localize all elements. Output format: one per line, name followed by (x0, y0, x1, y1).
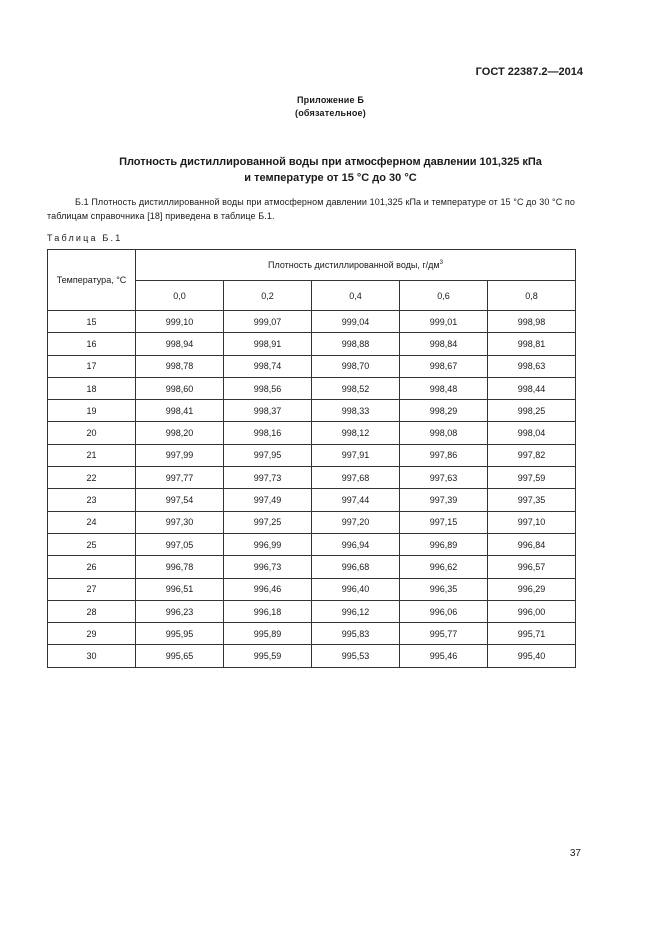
table-row (48, 489, 576, 511)
column-header: 0,4 (312, 281, 400, 311)
section-title (0, 154, 661, 186)
density-cell: 998,81 (488, 333, 576, 355)
density-cell: 995,59 (224, 645, 312, 667)
density-cell: 998,94 (136, 333, 224, 355)
density-cell: 998,04 (488, 422, 576, 444)
column-header: 0,0 (136, 281, 224, 311)
density-cell: 996,99 (224, 533, 312, 555)
table-row (48, 400, 576, 422)
temperature-cell: 28 (48, 600, 136, 622)
density-cell: 999,07 (224, 311, 312, 333)
density-cell: 996,29 (488, 578, 576, 600)
density-cell: 997,15 (400, 511, 488, 533)
density-cell: 998,48 (400, 377, 488, 399)
table-row (48, 311, 576, 333)
density-cell: 995,83 (312, 623, 400, 645)
temperature-cell: 24 (48, 511, 136, 533)
density-cell: 997,59 (488, 467, 576, 489)
density-cell: 996,46 (224, 578, 312, 600)
density-table (47, 249, 576, 668)
row-header-temperature: Температура, °С (48, 250, 136, 311)
table-row (48, 467, 576, 489)
density-cell: 997,99 (136, 444, 224, 466)
density-cell: 996,51 (136, 578, 224, 600)
temperature-cell: 30 (48, 645, 136, 667)
group-header-density: Плотность дистиллированной воды, $г/дм^3$ (136, 250, 576, 281)
temperature-cell: 16 (48, 333, 136, 355)
density-cell: 997,05 (136, 533, 224, 555)
table-row (48, 511, 576, 533)
table-row (48, 645, 576, 667)
density-cell: 996,89 (400, 533, 488, 555)
density-cell: 995,65 (136, 645, 224, 667)
temperature-cell: 15 (48, 311, 136, 333)
density-cell: 996,06 (400, 600, 488, 622)
table-row (48, 533, 576, 555)
density-cell: 998,98 (488, 311, 576, 333)
annex-heading (0, 94, 661, 120)
density-cell: 996,94 (312, 533, 400, 555)
density-cell: 997,49 (224, 489, 312, 511)
temperature-cell: 23 (48, 489, 136, 511)
density-cell: 996,12 (312, 600, 400, 622)
temperature-cell: 29 (48, 623, 136, 645)
density-cell: 998,08 (400, 422, 488, 444)
density-cell: 998,84 (400, 333, 488, 355)
table-row (48, 422, 576, 444)
density-cell: 997,91 (312, 444, 400, 466)
column-header: 0,6 (400, 281, 488, 311)
column-header: 0,8 (488, 281, 576, 311)
density-cell: 997,68 (312, 467, 400, 489)
density-cell: 998,74 (224, 355, 312, 377)
density-cell: 998,78 (136, 355, 224, 377)
temperature-cell: 25 (48, 533, 136, 555)
density-cell: 997,54 (136, 489, 224, 511)
density-cell: 995,40 (488, 645, 576, 667)
density-cell: 999,04 (312, 311, 400, 333)
density-cell: 998,56 (224, 377, 312, 399)
temperature-cell: 22 (48, 467, 136, 489)
table-row (48, 578, 576, 600)
table-row (48, 333, 576, 355)
table-row (48, 623, 576, 645)
density-cell: 998,29 (400, 400, 488, 422)
density-cell: 998,12 (312, 422, 400, 444)
density-cell: 996,73 (224, 556, 312, 578)
density-cell: 997,30 (136, 511, 224, 533)
density-cell: 995,46 (400, 645, 488, 667)
density-cell: 996,62 (400, 556, 488, 578)
temperature-cell: 19 (48, 400, 136, 422)
page-number: 37 (569, 848, 581, 859)
density-cell: 997,25 (224, 511, 312, 533)
density-cell: 996,35 (400, 578, 488, 600)
temperature-cell: 21 (48, 444, 136, 466)
temperature-cell: 27 (48, 578, 136, 600)
density-cell: 996,18 (224, 600, 312, 622)
body-paragraph: Б.1 Плотность дистиллированной воды при атмосферном давлении 101,325 кПа и температуре от 15 °С до 30 °С по таблицам справочника [18] приведена в таблице Б.1. (47, 197, 576, 221)
density-cell: 998,44 (488, 377, 576, 399)
density-cell: 998,67 (400, 355, 488, 377)
density-cell: 997,39 (400, 489, 488, 511)
table-caption: Таблица Б.1 (47, 233, 123, 243)
density-cell: 998,91 (224, 333, 312, 355)
density-cell: 996,68 (312, 556, 400, 578)
density-cell: 997,35 (488, 489, 576, 511)
temperature-cell: 20 (48, 422, 136, 444)
density-cell: 995,53 (312, 645, 400, 667)
density-cell: 998,52 (312, 377, 400, 399)
table-row (48, 377, 576, 399)
density-cell: 998,37 (224, 400, 312, 422)
table-row (48, 355, 576, 377)
annex-status: (обязательное) (295, 108, 366, 118)
table-row (48, 600, 576, 622)
section-title-line-2: и температуре от 15 °С до 30 °С (244, 172, 417, 184)
column-header: 0,2 (224, 281, 312, 311)
density-cell: 998,63 (488, 355, 576, 377)
density-cell: 996,84 (488, 533, 576, 555)
annex-title: Приложение Б (296, 95, 365, 105)
density-cell: 997,20 (312, 511, 400, 533)
density-cell: 995,89 (224, 623, 312, 645)
density-cell: 997,82 (488, 444, 576, 466)
density-cell: 999,10 (136, 311, 224, 333)
density-cell: 997,44 (312, 489, 400, 511)
density-cell: 998,70 (312, 355, 400, 377)
density-cell: 997,10 (488, 511, 576, 533)
density-cell: 996,40 (312, 578, 400, 600)
density-cell: 998,16 (224, 422, 312, 444)
density-cell: 997,95 (224, 444, 312, 466)
density-cell: 997,77 (136, 467, 224, 489)
density-cell: 996,57 (488, 556, 576, 578)
density-cell: 997,63 (400, 467, 488, 489)
density-cell: 996,00 (488, 600, 576, 622)
section-title-line-1: Плотность дистиллированной воды при атмосферном давлении 101,325 кПа (119, 156, 542, 168)
temperature-cell: 26 (48, 556, 136, 578)
density-cell: 998,60 (136, 377, 224, 399)
density-cell: 998,41 (136, 400, 224, 422)
table-row (48, 556, 576, 578)
density-cell: 998,25 (488, 400, 576, 422)
density-cell: 997,73 (224, 467, 312, 489)
density-cell: 998,20 (136, 422, 224, 444)
standard-designation: ГОСТ 22387.2—2014 (475, 66, 583, 78)
density-cell: 995,95 (136, 623, 224, 645)
density-cell: 997,86 (400, 444, 488, 466)
density-cell: 998,88 (312, 333, 400, 355)
temperature-cell: 18 (48, 377, 136, 399)
density-cell: 995,77 (400, 623, 488, 645)
temperature-cell: 17 (48, 355, 136, 377)
density-cell: 995,71 (488, 623, 576, 645)
table-row (48, 444, 576, 466)
density-cell: 996,78 (136, 556, 224, 578)
density-cell: 999,01 (400, 311, 488, 333)
density-cell: 996,23 (136, 600, 224, 622)
density-cell: 998,33 (312, 400, 400, 422)
